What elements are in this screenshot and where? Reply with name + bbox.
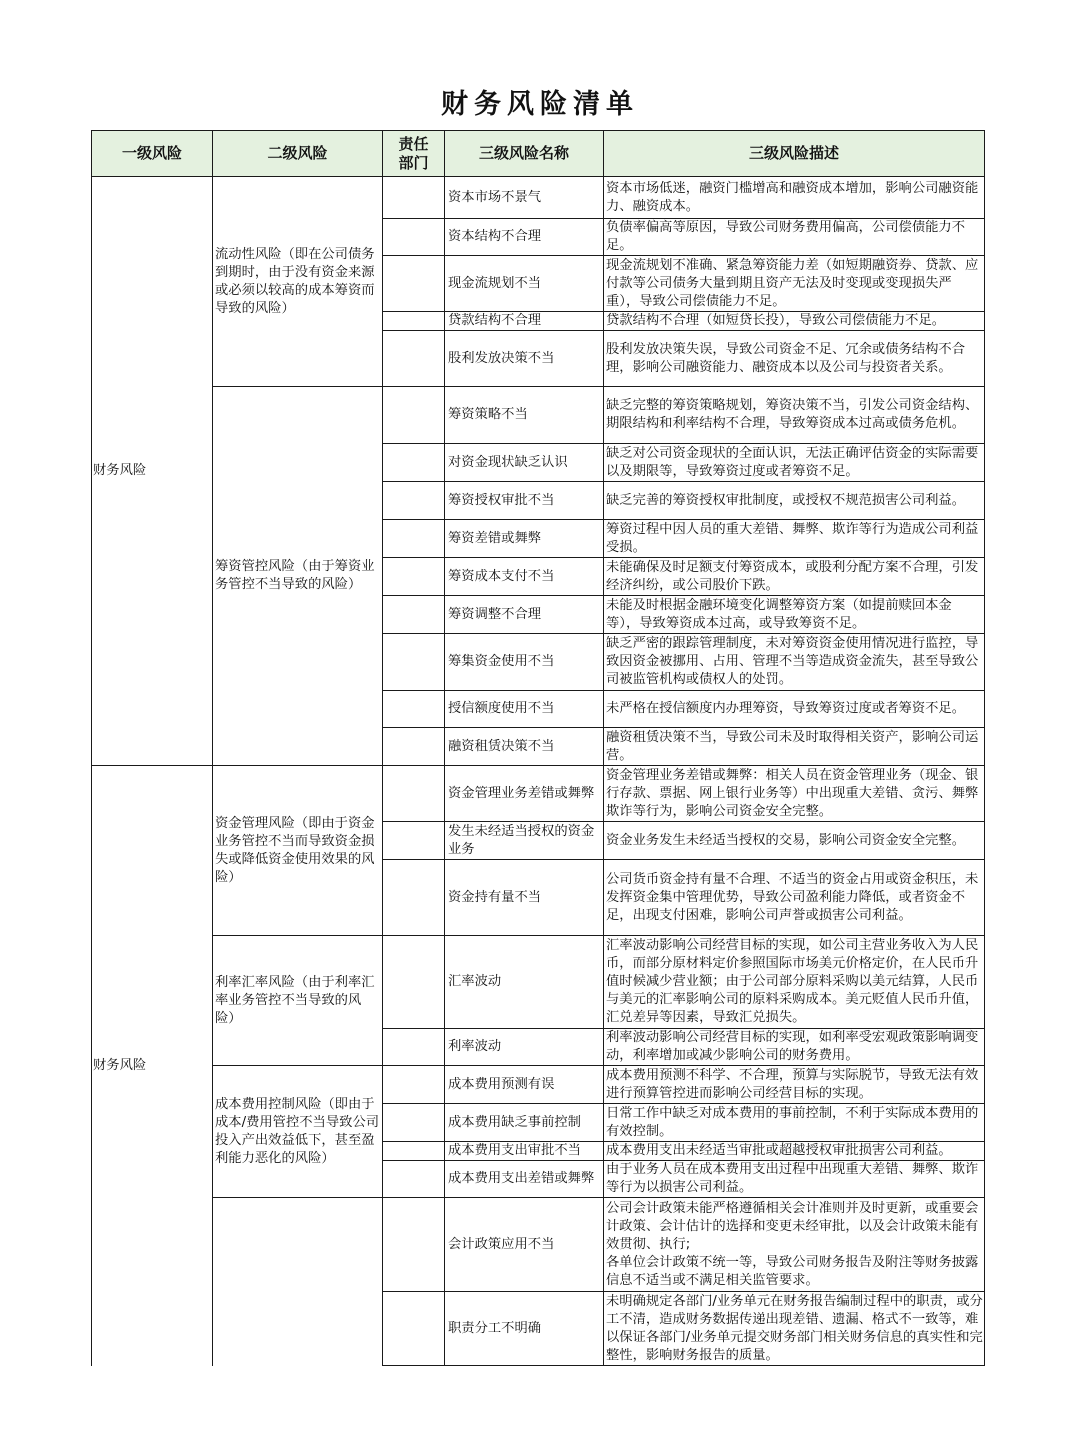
dept-cell xyxy=(383,558,445,596)
header-level2: 二级风险 xyxy=(213,131,383,177)
risk-desc: 筹资过程中因人员的重大差错、舞弊、欺诈等行为造成公司利益受损。 xyxy=(604,520,985,558)
dept-cell xyxy=(383,331,445,387)
risk-desc: 资金业务发生未经适当授权的交易，影响公司资金安全完整。 xyxy=(604,822,985,860)
level2-cell: 筹资管控风险（由于筹资业务管控不当导致的风险） xyxy=(213,387,383,766)
table-row xyxy=(92,387,985,444)
risk-name: 筹资差错或舞弊 xyxy=(445,520,604,558)
header-level3-desc: 三级风险描述 xyxy=(604,131,985,177)
risk-desc: 未能确保及时足额支付筹资成本，或股利分配方案不合理，引发经济纠纷，或公司股价下跌。 xyxy=(604,558,985,596)
level2-cell xyxy=(213,1198,383,1366)
dept-cell xyxy=(383,312,445,331)
risk-name: 成本费用支出差错或舞弊 xyxy=(445,1161,604,1198)
risk-desc: 缺乏完善的筹资授权审批制度，或授权不规范损害公司利益。 xyxy=(604,482,985,520)
dept-cell xyxy=(383,219,445,256)
risk-desc: 融资租赁决策不当，导致公司未及时取得相关资产，影响公司运营。 xyxy=(604,728,985,766)
risk-name: 成本费用预测有误 xyxy=(445,1066,604,1104)
header-level3-name: 三级风险名称 xyxy=(445,131,604,177)
risk-desc: 公司货币资金持有量不合理、不适当的资金占用或资金积压，未发挥资金集中管理优势，导致公司盈利能力降低，或者资金不足，出现支付困难，影响公司声誉或损害公司利益。 xyxy=(604,860,985,936)
dept-cell xyxy=(383,766,445,822)
dept-cell xyxy=(383,596,445,634)
risk-name: 资本结构不合理 xyxy=(445,219,604,256)
dept-cell xyxy=(383,177,445,219)
dept-cell xyxy=(383,387,445,444)
table-row xyxy=(92,1066,985,1104)
dept-cell xyxy=(383,482,445,520)
risk-desc: 成本费用预测不科学、不合理，预算与实际脱节，导致无法有效进行预算管控进而影响公司经营目标的实现。 xyxy=(604,1066,985,1104)
dept-cell xyxy=(383,728,445,766)
level2-cell: 成本费用控制风险（即由于成本/费用管控不当导致公司投入产出效益低下，甚至盈利能力恶化的风险） xyxy=(213,1066,383,1198)
risk-name: 对资金现状缺乏认识 xyxy=(445,444,604,482)
header-level1: 一级风险 xyxy=(92,131,213,177)
risk-desc: 贷款结构不合理（如短贷长投），导致公司偿债能力不足。 xyxy=(604,312,985,331)
risk-name: 现金流规划不当 xyxy=(445,256,604,312)
risk-desc: 缺乏对公司资金现状的全面认识，无法正确评估资金的实际需要以及期限等，导致筹资过度或者筹资不足。 xyxy=(604,444,985,482)
level1-cell: 财务风险 xyxy=(92,766,213,1366)
level2-cell: 利率汇率风险（由于利率汇率业务管控不当导致的风险） xyxy=(213,936,383,1066)
dept-cell xyxy=(383,1142,445,1161)
level1-cell: 财务风险 xyxy=(92,177,213,766)
risk-desc: 资本市场低迷，融资门槛增高和融资成本增加，影响公司融资能力、融资成本。 xyxy=(604,177,985,219)
dept-cell xyxy=(383,444,445,482)
risk-name: 发生未经适当授权的资金业务 xyxy=(445,822,604,860)
risk-name: 融资租赁决策不当 xyxy=(445,728,604,766)
risk-table xyxy=(91,130,985,1366)
risk-desc: 现金流规划不准确、紧急筹资能力差（如短期融资券、贷款、应付款等公司债务大量到期且资产无法及时变现或变现损失严重），导致公司偿债能力不足。 xyxy=(604,256,985,312)
header-dept: 责任 部门 xyxy=(383,131,445,177)
dept-cell xyxy=(383,1104,445,1142)
risk-desc: 汇率波动影响公司经营目标的实现，如公司主营业务收入为人民币，而部分原材料定价参照国际市场美元价格定价，在人民币升值时候减少营业额；由于公司部分原料采购以美元结算，人民币与美元的汇率影响公司的原料采购成本。美元贬值人民币升值，汇兑差异等因素，导致汇兑损失。 xyxy=(604,936,985,1029)
risk-desc: 负债率偏高等原因，导致公司财务费用偏高，公司偿债能力不足。 xyxy=(604,219,985,256)
risk-desc: 公司会计政策未能严格遵循相关会计准则并及时更新，或重要会计政策、会计估计的选择和变更未经审批，以及会计政策未能有效贯彻、执行; 各单位会计政策不统一等，导致公司财务报告及附注等财务披露信息不适当或不满足相关监管要求。 xyxy=(604,1198,985,1292)
risk-desc: 利率波动影响公司经营目标的实现，如利率受宏观政策影响调变动，利率增加或减少影响公司的财务费用。 xyxy=(604,1029,985,1066)
risk-desc: 资金管理业务差错或舞弊：相关人员在资金管理业务（现金、银行存款、票据、网上银行业务等）中出现重大差错、贪污、舞弊欺诈等行为，影响公司资金安全完整。 xyxy=(604,766,985,822)
dept-cell xyxy=(383,1292,445,1366)
table-row xyxy=(92,936,985,1029)
risk-name: 职责分工不明确 xyxy=(445,1292,604,1366)
header-row xyxy=(92,131,985,177)
page-title: 财务风险清单 xyxy=(441,89,639,120)
dept-cell xyxy=(383,520,445,558)
risk-desc: 日常工作中缺乏对成本费用的事前控制，不利于实际成本费用的有效控制。 xyxy=(604,1104,985,1142)
dept-cell xyxy=(383,1161,445,1198)
risk-name: 授信额度使用不当 xyxy=(445,691,604,728)
dept-cell xyxy=(383,1066,445,1104)
risk-name: 利率波动 xyxy=(445,1029,604,1066)
dept-cell xyxy=(383,1029,445,1066)
risk-name: 资金管理业务差错或舞弊 xyxy=(445,766,604,822)
table-row xyxy=(92,1198,985,1292)
risk-name: 汇率波动 xyxy=(445,936,604,1029)
risk-desc: 未严格在授信额度内办理筹资，导致筹资过度或者筹资不足。 xyxy=(604,691,985,728)
risk-desc: 缺乏完整的筹资策略规划，筹资决策不当，引发公司资金结构、期限结构和利率结构不合理，导致筹资成本过高或债务危机。 xyxy=(604,387,985,444)
risk-name: 资金持有量不当 xyxy=(445,860,604,936)
risk-name: 股利发放决策不当 xyxy=(445,331,604,387)
risk-desc: 未能及时根据金融环境变化调整筹资方案（如提前赎回本金等），导致筹资成本过高，或导致筹资不足。 xyxy=(604,596,985,634)
table-row xyxy=(92,177,985,219)
level2-cell: 资金管理风险（即由于资金业务管控不当而导致资金损失或降低资金使用效果的风险） xyxy=(213,766,383,936)
risk-name: 成本费用支出审批不当 xyxy=(445,1142,604,1161)
dept-cell xyxy=(383,936,445,1029)
risk-name: 会计政策应用不当 xyxy=(445,1198,604,1292)
risk-desc: 未明确规定各部门/业务单元在财务报告编制过程中的职责，或分工不清，造成财务数据传递出现差错、遗漏、格式不一致等，难以保证各部门/业务单元提交财务部门相关财务信息的真实性和完整性，影响财务报告的质量。 xyxy=(604,1292,985,1366)
dept-cell xyxy=(383,256,445,312)
dept-cell xyxy=(383,691,445,728)
dept-cell xyxy=(383,822,445,860)
risk-desc: 股利发放决策失误，导致公司资金不足、冗余或债务结构不合理，影响公司融资能力、融资成本以及公司与投资者关系。 xyxy=(604,331,985,387)
risk-desc: 由于业务人员在成本费用支出过程中出现重大差错、舞弊、欺诈等行为以损害公司利益。 xyxy=(604,1161,985,1198)
risk-desc: 成本费用支出未经适当审批或超越授权审批损害公司利益。 xyxy=(604,1142,985,1161)
dept-cell xyxy=(383,1198,445,1292)
level2-cell: 流动性风险（即在公司债务到期时，由于没有资金来源或必须以较高的成本筹资而导致的风险） xyxy=(213,177,383,387)
risk-name: 筹资策略不当 xyxy=(445,387,604,444)
risk-name: 筹资授权审批不当 xyxy=(445,482,604,520)
risk-name: 筹集资金使用不当 xyxy=(445,634,604,691)
risk-desc: 缺乏严密的跟踪管理制度，未对筹资资金使用情况进行监控，导致因资金被挪用、占用、管理不当等造成资金流失，甚至导致公司被监管机构或债权人的处罚。 xyxy=(604,634,985,691)
risk-name: 筹资成本支付不当 xyxy=(445,558,604,596)
dept-cell xyxy=(383,634,445,691)
risk-name: 成本费用缺乏事前控制 xyxy=(445,1104,604,1142)
risk-name: 筹资调整不合理 xyxy=(445,596,604,634)
dept-cell xyxy=(383,860,445,936)
table-row xyxy=(92,766,985,822)
risk-name: 贷款结构不合理 xyxy=(445,312,604,331)
risk-name: 资本市场不景气 xyxy=(445,177,604,219)
